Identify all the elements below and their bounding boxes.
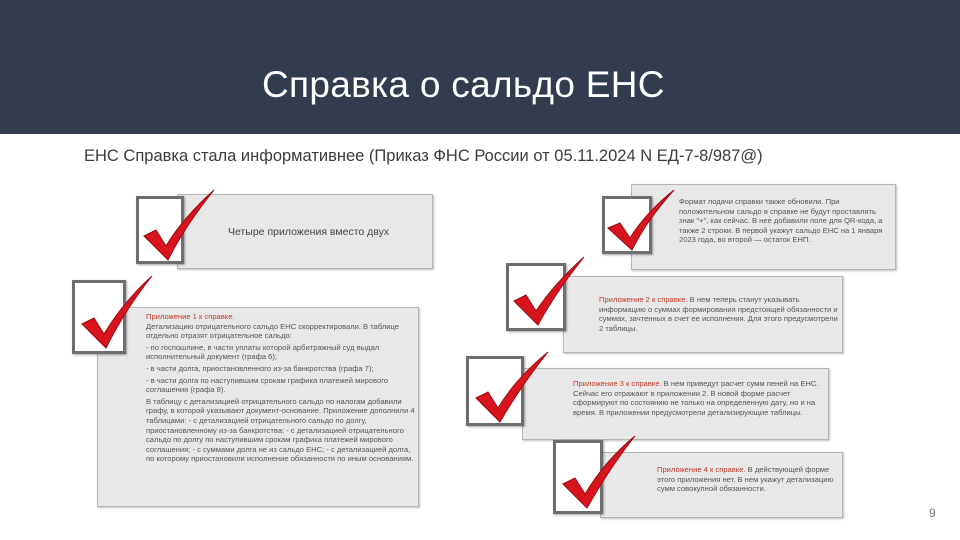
appendix-1-item-8: - в части долга по наступившим срокам графика платежей мирового соглашения (графа 8). <box>146 375 389 395</box>
checkmark-icon <box>602 196 674 256</box>
appendix-1-item-7: - в части долга, приостановленного из-за банкротства (графа 7); <box>146 363 374 373</box>
four-appendices-text: Четыре приложения вместо двух <box>228 226 390 238</box>
checkmark-icon <box>72 280 152 356</box>
format-text: Формат подачи справки также обновили. При положительном сальдо в справке не будут проставлять знак "+", как сейчас. В нее добавили поле для QR-кода, а также 2 строки. В первой укажут сальдо ЕНС на 1 января 2023 года, во второй — остаток ЕНП. <box>679 197 883 245</box>
checkmark-icon <box>553 440 635 516</box>
appendix-4-heading: Приложение 4 к справке. <box>657 465 746 474</box>
appendix-4-box <box>600 452 843 518</box>
appendix-2-text: В нем теперь станут указывать информацию о суммах формирования предстоящей обязанности и суммах, зачтенных в счет ее исполнения. Для этого предусмотрели 2 таблицы. <box>599 295 838 333</box>
appendix-1-heading: Приложение 1 к справке. <box>146 312 235 321</box>
appendix-3-box <box>522 368 829 440</box>
appendix-2-content <box>599 295 839 333</box>
appendix-3-text: В нем приведут расчет сумм пеней на ЕНС. Сейчас его отражают в приложении 2. В новой форме расчет сформируют по состоянию не только на определенную дату, но и на время. В приложении предусмотрели детализирующие таблицы. <box>573 379 819 417</box>
appendix-1-item-6: - по госпошлине, в части уплаты которой арбитражный суд выдал исполнительный документ (графа 6); <box>146 342 380 362</box>
appendix-4-text: В действующей форме этого приложения нет. В нем укажут детализацию сумм совокупной обязанности. <box>657 465 834 494</box>
appendix-3-heading: Приложение 3 к справке. <box>573 379 662 388</box>
checkmark-icon <box>136 196 216 268</box>
appendix-2-box <box>563 276 843 353</box>
appendix-1-intro: Детализацию отрицательного сальдо ЕНС скорректировали. В таблице отдельно отразят отрицательное сальдо: <box>146 321 400 341</box>
checkmark-icon <box>506 263 584 333</box>
checkmark-icon <box>466 356 548 430</box>
appendix-2-heading: Приложение 2 к справке. <box>599 295 688 304</box>
slide-title: Справка о сальдо ЕНС <box>262 64 665 105</box>
slide-subtitle: ЕНС Справка стала информативнее (Приказ ФНС России от 05.11.2024 N ЕД-7-8/987@) <box>84 147 763 165</box>
appendix-1-content <box>146 312 418 466</box>
page-number: 9 <box>929 506 936 520</box>
appendix-1-tables: В таблицу с детализацией отрицательного сальдо по налогам добавили графу, в которой указывают документ-основание. Приложение дополнили 4 таблицами: - с детализацией отрицательного сальдо по долгу, приостановленному из-за банкротства; - с детализацией отрицательного сальдо по долгу по наступившим срокам графика платежей мирового соглашения; - с суммами долга не из сальдо ЕНС; - с детализацией долга, по которому приостановили исполнение обязанности по иным основаниям. <box>146 396 415 464</box>
appendix-3-content <box>573 379 821 417</box>
appendix-4-content <box>657 465 841 494</box>
